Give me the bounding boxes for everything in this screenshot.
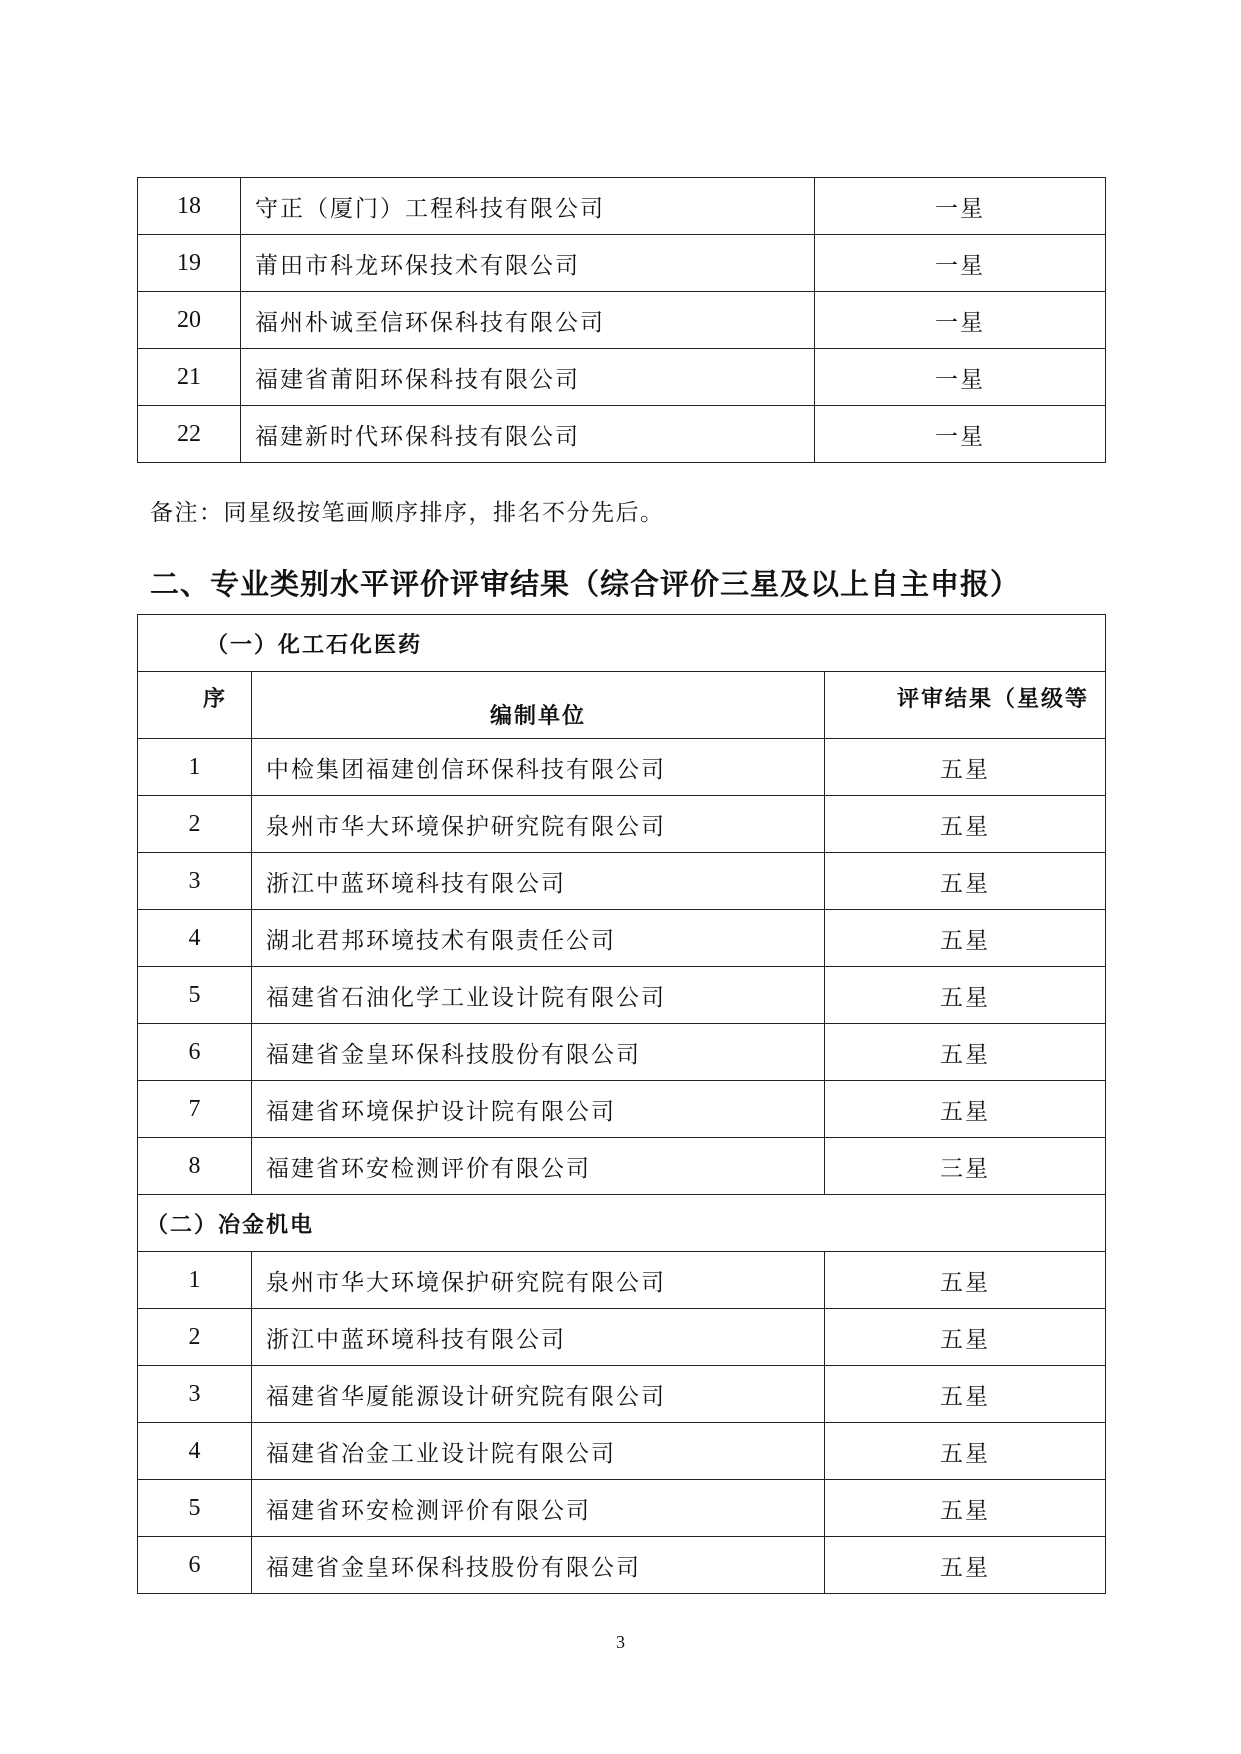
row-number: 19 [138, 235, 241, 292]
star-rating: 一星 [815, 406, 1106, 463]
row-number: 7 [138, 1081, 252, 1138]
star-rating: 五星 [825, 1480, 1106, 1537]
table-row [138, 178, 1106, 235]
row-number: 2 [138, 796, 252, 853]
company-name: 泉州市华大环境保护研究院有限公司 [252, 796, 825, 853]
table-row [138, 853, 1106, 910]
table-row [138, 235, 1106, 292]
row-number: 3 [138, 853, 252, 910]
row-number: 2 [138, 1309, 252, 1366]
header-no: 序 [138, 672, 252, 739]
row-number: 4 [138, 910, 252, 967]
table-row [138, 967, 1106, 1024]
table-row [138, 1252, 1106, 1309]
row-number: 22 [138, 406, 241, 463]
star-rating: 五星 [825, 910, 1106, 967]
company-name: 福建省冶金工业设计院有限公司 [252, 1423, 825, 1480]
row-number: 4 [138, 1423, 252, 1480]
table-row [138, 406, 1106, 463]
company-name: 莆田市科龙环保技术有限公司 [241, 235, 815, 292]
row-number: 20 [138, 292, 241, 349]
company-name: 福建省环境保护设计院有限公司 [252, 1081, 825, 1138]
table-row [138, 1480, 1106, 1537]
section-row [138, 1195, 1106, 1252]
page-number: 3 [616, 1632, 625, 1652]
star-rating: 五星 [825, 796, 1106, 853]
star-rating: 五星 [825, 1081, 1106, 1138]
company-name: 福建省华厦能源设计研究院有限公司 [252, 1366, 825, 1423]
header-row [138, 672, 1106, 739]
company-name: 福建省石油化学工业设计院有限公司 [252, 967, 825, 1024]
top-results-table [137, 177, 1106, 463]
table-row [138, 1138, 1106, 1195]
table-row [138, 1309, 1106, 1366]
row-number: 5 [138, 1480, 252, 1537]
star-rating: 五星 [825, 853, 1106, 910]
company-name: 福建省环安检测评价有限公司 [252, 1480, 825, 1537]
company-name: 福建新时代环保科技有限公司 [241, 406, 815, 463]
company-name: 福建省莆阳环保科技有限公司 [241, 349, 815, 406]
star-rating: 一星 [815, 178, 1106, 235]
row-number: 3 [138, 1366, 252, 1423]
company-name: 中检集团福建创信环保科技有限公司 [252, 739, 825, 796]
star-rating: 五星 [825, 1024, 1106, 1081]
company-name: 守正（厦门）工程科技有限公司 [241, 178, 815, 235]
star-rating: 五星 [825, 1537, 1106, 1594]
row-number: 8 [138, 1138, 252, 1195]
section-title: （一）化工石化医药 [138, 615, 1106, 672]
star-rating: 一星 [815, 349, 1106, 406]
table-row [138, 910, 1106, 967]
row-number: 6 [138, 1537, 252, 1594]
table-row [138, 1537, 1106, 1594]
company-name: 浙江中蓝环境科技有限公司 [252, 853, 825, 910]
row-number: 1 [138, 739, 252, 796]
remark-note: 备注：同星级按笔画顺序排序，排名不分先后。 [150, 500, 665, 526]
row-number: 6 [138, 1024, 252, 1081]
company-name: 福建省环安检测评价有限公司 [252, 1138, 825, 1195]
table-row [138, 739, 1106, 796]
table-row [138, 292, 1106, 349]
table-row [138, 1366, 1106, 1423]
table-row [138, 1024, 1106, 1081]
row-number: 21 [138, 349, 241, 406]
star-rating: 五星 [825, 1252, 1106, 1309]
star-rating: 一星 [815, 292, 1106, 349]
section-title: （二）冶金机电 [138, 1195, 1106, 1252]
row-number: 1 [138, 1252, 252, 1309]
table-row [138, 1423, 1106, 1480]
table-row [138, 1081, 1106, 1138]
section-heading: 二、专业类别水平评价评审结果（综合评价三星及以上自主申报） [150, 567, 1021, 601]
star-rating: 五星 [825, 967, 1106, 1024]
star-rating: 五星 [825, 1366, 1106, 1423]
table-row [138, 349, 1106, 406]
star-rating: 一星 [815, 235, 1106, 292]
company-name: 福建省金皇环保科技股份有限公司 [252, 1537, 825, 1594]
header-unit: 编制单位 [252, 672, 825, 739]
category-results-table [137, 614, 1106, 1594]
section-row [138, 615, 1106, 672]
header-result: 评审结果（星级等 [825, 672, 1106, 739]
row-number: 18 [138, 178, 241, 235]
star-rating: 五星 [825, 739, 1106, 796]
company-name: 福建省金皇环保科技股份有限公司 [252, 1024, 825, 1081]
company-name: 湖北君邦环境技术有限责任公司 [252, 910, 825, 967]
company-name: 浙江中蓝环境科技有限公司 [252, 1309, 825, 1366]
row-number: 5 [138, 967, 252, 1024]
company-name: 泉州市华大环境保护研究院有限公司 [252, 1252, 825, 1309]
table-row [138, 796, 1106, 853]
company-name: 福州朴诚至信环保科技有限公司 [241, 292, 815, 349]
star-rating: 五星 [825, 1309, 1106, 1366]
star-rating: 五星 [825, 1423, 1106, 1480]
star-rating: 三星 [825, 1138, 1106, 1195]
